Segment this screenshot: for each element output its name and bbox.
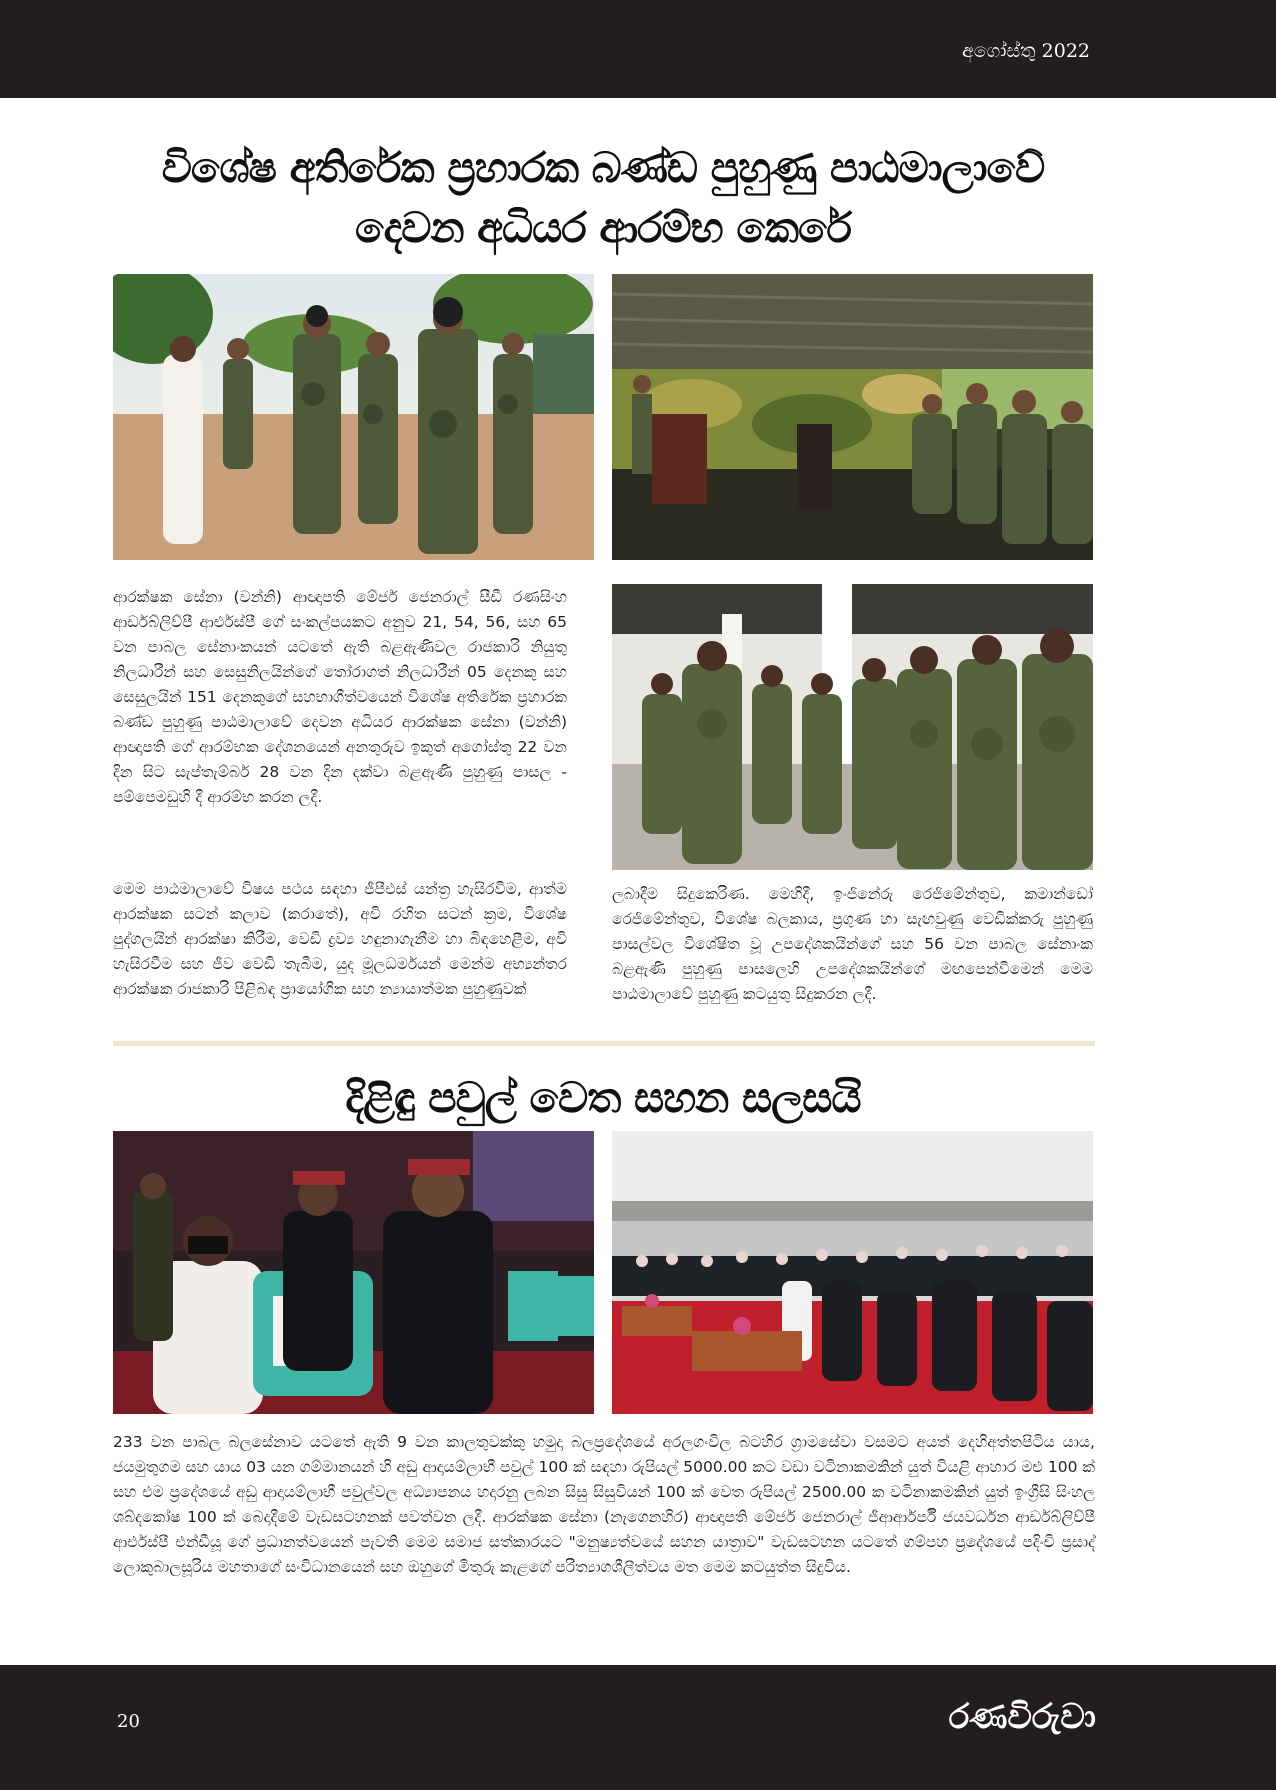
photo-officers-outdoor xyxy=(113,274,594,560)
top-banner xyxy=(0,0,1276,98)
photo-soldiers-lineup xyxy=(612,584,1093,870)
headline-line-1: විශේෂ අතිරේක ප්‍රහාරක බණ්ඩ පුහුණු පාඨමාලාවේ xyxy=(161,143,1045,192)
section-divider xyxy=(113,1041,1095,1046)
issue-date: අගෝස්තු 2022 xyxy=(962,40,1090,62)
photo-ceremony-hall xyxy=(612,1131,1093,1414)
article-1-paragraph-1: ආරක්ෂක සේනා (වන්නි) ආඥාපති මේජර් ජෙනරාල් සීඩී රණසිංහ ආර්ඩබ්ලිව්පී ආර්එස්පී ගේ සංකල්පයකට අනුව 21, 54, 56, සහ 65 වන පාබල සේනාංකයන් යටතේ ඇති බළඇණිවල රාජකාරි නියුතු නිලධාරීන් සහ සෙසුනිලයින්ගේ තෝරාගත් නිලධාරීන් 05 දෙනකු සහ සෙසුලයින් 151 දෙනකුගේ සහභාගීත්වයෙන් විශේෂ අතිරේක ප්‍රහාරක බණ්ඩ පුහුණු පාඨමාලාවේ දෙවන අධියර ආරක්ෂක සේනා (වන්නි) ආඥාපති ගේ ආරම්භක දේශනයෙන් අනතුරුව ඉකුත් අගෝස්තු 22 වන දින සිට සැප්තැම්බර් 28 වන දින දක්වා බළඇණි පුහුණු පාසල - පම්පෙමඩුහි දී ආරම්භ කරන ලදී. xyxy=(113,588,567,806)
article-2-body: 233 වන පාබල බලසේනාව යටතේ ඇති 9 වන කාලතුවක්කු හමුදා බලප්‍රදේශයේ අරලගංවිල බටහිර ග්‍රාමසේවා වසමට අයත් දෙහිඅත්තපිටිය යාය, ජයමුතුගම සහ යාය 03 යන ගම්මානයන් හි අඩු ආදායම්ලාභී පවුල් 100 ක් සඳහා රුපියල් 5000.00 කට වඩා වටිනාකමකින් යුත් වියළි ආහාර මළු 100 ක් සහ එම ප්‍රදේශයේ අඩු ආදායම්ලාභී පවුල්වල අධ්‍යාපනය හදාරනු ලබන සිසු සිසුවියන් 100 ක් වෙත රුපියල් 2500.00 ක වටිනාකමකින් යුත් ඉංග්‍රීසි සිංහල ශබ්දකෝෂ 100 ක් බෙදාදීමේ වැඩසටහනක් පවත්වන ලදී. ආරක්ෂක සේනා (නැගෙනහිර) ආඥාපති මේජර් ජෙනරාල් ජීආර්ආර්පී ජයවර්ධන ආර්ඩබ්ලිව්පී ආර්එස්පී එන්ඩීයූ ගේ ප්‍රධානත්වයෙන් පැවති මෙම සමාජ සත්කාරයට "මනුෂ්‍යත්වයේ සහන යාත්‍රාව" වැඩසටහන යටතේ ගම්පහ ප්‍රදේශයේ පදිංචි ප්‍රසාද් ලොකුබාලසූරිය මහතාගේ සංවිධානයෙන් සහ ඔහුගේ මිතුරු කැළගේ පරිත්‍යාගශීලීත්වය මත මෙම කටයුත්ත සිදුවිය. xyxy=(113,1433,1095,1576)
magazine-logo: රණවිරුවා xyxy=(948,1697,1096,1737)
article-2-headline: දිළිඳු පවුල් වෙත සහන සලසයි xyxy=(345,1073,861,1122)
headline-line-2: දෙවන අධියර ආරම්භ කෙරේ xyxy=(355,203,851,252)
article-1-paragraph-3: ලබාදීම සිදුකෙරිණ. මෙහිදී, ඉංජිනේරු රෙජිමේන්තුව, කමාන්ඩෝ රෙජිමේන්තුව, විශේෂ බලකාය, ප්‍රගුණ හා සැඟවුණු වෙඩික්කරු පුහුණු පාසල්වල විශේෂිත වූ උපදේශකයින්ගේ සහ 56 වන පාබල සේනාංක බළඇණි පුහුණු පාසලෙහි උපදේශකයින්ගේ මඟපෙන්වීමෙන් මෙම පාඨමාලාවේ පුහුණු කටයුතු සිදුකරන ලදී. xyxy=(612,885,1093,1003)
page-number: 20 xyxy=(117,1711,140,1732)
photo-ration-handover xyxy=(113,1131,594,1414)
article-1-headline xyxy=(113,138,1093,258)
article-1-paragraph-2: මෙම පාඨමාලාවේ විෂය පථය සඳහා ජීපීඑස් යන්ත්‍ර හැසිරවීම, ආත්ම ආරක්ෂක සටන් කලාව (කරාතේ), අවි රහිත සටන් ක්‍රම, විශේෂ පුද්ගලයින් ආරක්ෂා කිරීම, වෙඩි ද්‍රව්‍ය හඳුනාගැනීම හා බිඳහෙළීම, අවි හැසිරවීම සහ ජීව වෙඩි තැබීම, යුද මූලධර්මයන් මෙන්ම අභ්‍යන්තර ආරක්ෂක රාජකාරි පිළිබඳ ප්‍රායෝගික සහ න්‍යායාත්මක පුහුණුවක් xyxy=(113,880,567,998)
footer-bar xyxy=(0,1665,1276,1790)
photo-lecture-hall xyxy=(612,274,1093,560)
